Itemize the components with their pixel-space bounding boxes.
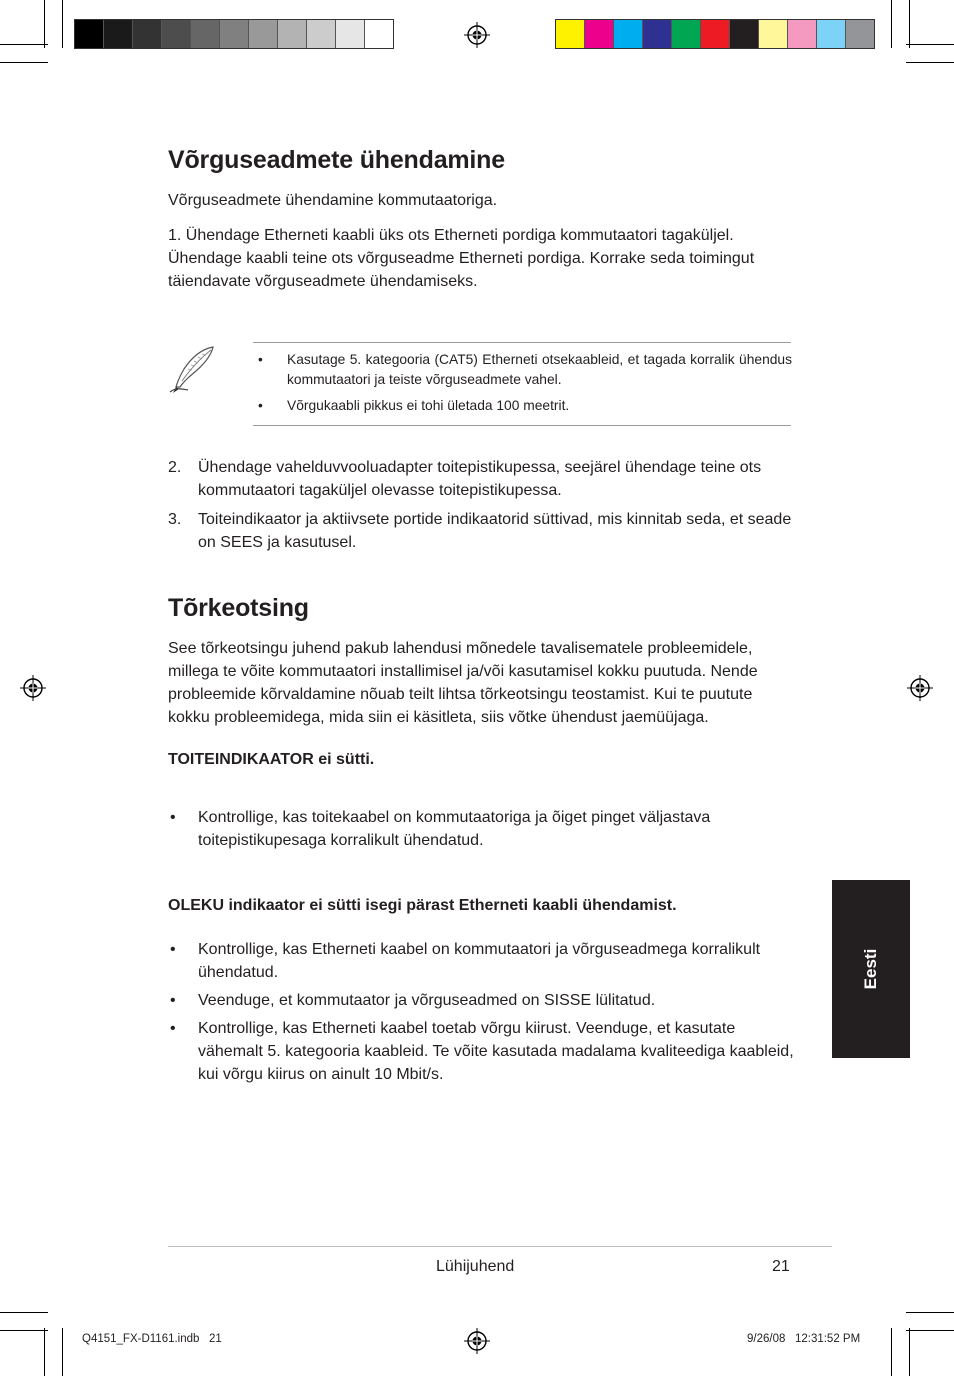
note-item: • Võrgukaabli pikkus ei tohi ületada 100 meetrit. bbox=[256, 396, 792, 416]
subheading: OLEKU indikaator ei sütti isegi pärast Etherneti kaabli ühendamist. bbox=[168, 897, 677, 914]
step-3 bbox=[168, 508, 794, 554]
color-swatch bbox=[191, 20, 220, 48]
step-2 bbox=[168, 456, 794, 502]
registration-mark-icon bbox=[464, 1328, 490, 1354]
registration-mark-icon bbox=[464, 22, 490, 48]
color-swatch bbox=[672, 20, 701, 48]
list-item-text: Kontrollige, kas toitekaabel on kommutaatoriga ja õiget pinget väljastava toitepistikupesaga korralikult ühendatud. bbox=[198, 809, 711, 849]
step-number: 2. bbox=[168, 459, 182, 476]
crop-mark bbox=[891, 0, 892, 48]
crop-mark bbox=[906, 1330, 954, 1331]
section-intro: Võrguseadmete ühendamine kommutaatoriga. bbox=[168, 192, 498, 209]
language-side-tab bbox=[832, 880, 910, 1058]
color-swatch bbox=[220, 20, 249, 48]
page-number: 21 bbox=[772, 1258, 790, 1275]
color-swatch bbox=[75, 20, 104, 48]
step-1: 1. Ühendage Etherneti kaabli üks ots Etherneti pordiga kommutaatori tagaküljel. Ühendage kaabli teine ots võrguseadme Etherneti pordiga. Korrake seda toimingut täiendavate võrguseadmete ühendamiseks. bbox=[168, 227, 755, 290]
color-swatch bbox=[162, 20, 191, 48]
footer-rule bbox=[168, 1246, 832, 1247]
slug-date-info: 9/26/08 12:31:52 PM bbox=[747, 1333, 861, 1345]
note-text: Kasutage 5. kategooria (CAT5) Etherneti otsekaableid, et tagada korralik ühendus kommutaatori ja teiste võrguseadmete vahel. bbox=[287, 352, 792, 387]
crop-mark bbox=[906, 1312, 954, 1313]
color-swatch bbox=[817, 20, 846, 48]
list-item: • Kontrollige, kas Etherneti kaabel on kommutaatori ja võrguseadmega korralikult ühendatud. bbox=[168, 938, 794, 984]
color-swatch bbox=[788, 20, 817, 48]
color-swatch bbox=[614, 20, 643, 48]
registration-mark-icon bbox=[20, 675, 46, 701]
step-text: Ühendage vahelduvvooluadapter toitepistikupessa, seejärel ühendage teine ots kommutaatori tagaküljel olevasse toitepistikupessa. bbox=[198, 459, 762, 499]
list-item-text: Veenduge, et kommutaator ja võrguseadmed on SISSE lülitatud. bbox=[198, 992, 656, 1009]
note-text: Võrgukaabli pikkus ei tohi ületada 100 meetrit. bbox=[287, 398, 570, 413]
section-intro: See tõrkeotsingu juhend pakub lahendusi mõnedele tavalisematele probleemidele, millega te võite kommutaatori installimisel ja/või kasutamisel kokku puutuda. Nende probleemide kõrvaldamine nõuab teilt lihtsa tõrkeotsingu teostamist. Kui te puutute kokku probleemidega, mida siin ei käsitleta, siis võtke ühendust jaemüüjaga. bbox=[168, 640, 758, 726]
step-text: Toiteindikaator ja aktiivsete portide indikaatorid süttivad, mis kinnitab seda, et seade on SEES ja kasutusel. bbox=[198, 511, 792, 551]
subheading: TOITEINDIKAATOR ei sütti. bbox=[168, 751, 375, 768]
footer-title: Lühijuhend bbox=[436, 1258, 515, 1275]
color-swatch bbox=[643, 20, 672, 48]
note-divider-bottom bbox=[253, 425, 791, 426]
color-swatch bbox=[365, 20, 393, 48]
crop-mark bbox=[44, 0, 45, 48]
crop-mark bbox=[0, 1330, 48, 1331]
crop-mark bbox=[62, 0, 63, 48]
color-swatch bbox=[278, 20, 307, 48]
crop-mark bbox=[906, 62, 954, 63]
crop-mark bbox=[909, 0, 910, 48]
color-swatch bbox=[556, 20, 585, 48]
color-swatch bbox=[307, 20, 336, 48]
registration-mark-icon bbox=[907, 675, 933, 701]
color-swatch bbox=[104, 20, 133, 48]
color-swatch bbox=[846, 20, 874, 48]
crop-mark bbox=[62, 1328, 63, 1376]
grayscale-color-bar bbox=[74, 19, 394, 49]
process-color-bar bbox=[555, 19, 875, 49]
color-swatch bbox=[701, 20, 730, 48]
crop-mark bbox=[44, 1328, 45, 1376]
color-swatch bbox=[730, 20, 759, 48]
step-number: 3. bbox=[168, 511, 182, 528]
section-title: Tõrkeotsing bbox=[168, 594, 309, 622]
crop-mark bbox=[0, 62, 48, 63]
list-item: • Veenduge, et kommutaator ja võrguseadmed on SISSE lülitatud. bbox=[168, 989, 794, 1012]
color-swatch bbox=[133, 20, 162, 48]
crop-mark bbox=[909, 1328, 910, 1376]
color-swatch bbox=[759, 20, 788, 48]
list-item-text: Kontrollige, kas Etherneti kaabel on kommutaatori ja võrguseadmega korralikult ühendatud. bbox=[198, 941, 761, 981]
crop-mark bbox=[891, 1328, 892, 1376]
slug-file-info: Q4151_FX-D1161.indb 21 bbox=[82, 1333, 222, 1345]
crop-mark bbox=[906, 44, 954, 45]
note-divider-top bbox=[253, 342, 791, 343]
note-item: • Kasutage 5. kategooria (CAT5) Etherneti otsekaableid, et tagada korralik ühendus kommutaatori ja teiste võrguseadmete vahel. bbox=[256, 350, 792, 390]
color-swatch bbox=[249, 20, 278, 48]
pencil-note-icon bbox=[166, 343, 220, 402]
list-item-text: Kontrollige, kas Etherneti kaabel toetab võrgu kiirust. Veenduge, et kasutate vähemalt 5. kategooria kaableid. Te võite kasutada madalama kvaliteediga kaableid, kui võrgu kiirus on ainult 10 Mbit/s. bbox=[198, 1020, 794, 1083]
section-title: Võrguseadmete ühendamine bbox=[168, 146, 505, 174]
crop-mark bbox=[0, 1312, 48, 1313]
color-swatch bbox=[585, 20, 614, 48]
language-tab-label: Eesti bbox=[861, 948, 880, 990]
list-item: • Kontrollige, kas Etherneti kaabel toetab võrgu kiirust. Veenduge, et kasutate vähemalt 5. kategooria kaableid. Te võite kasutada madalama kvaliteediga kaableid, kui võrgu kiirus on ainult 10 Mbit/s. bbox=[168, 1017, 794, 1086]
crop-mark bbox=[0, 44, 48, 45]
list-item: • Kontrollige, kas toitekaabel on kommutaatoriga ja õiget pinget väljastava toitepistikupesaga korralikult ühendatud. bbox=[168, 806, 794, 852]
color-swatch bbox=[336, 20, 365, 48]
